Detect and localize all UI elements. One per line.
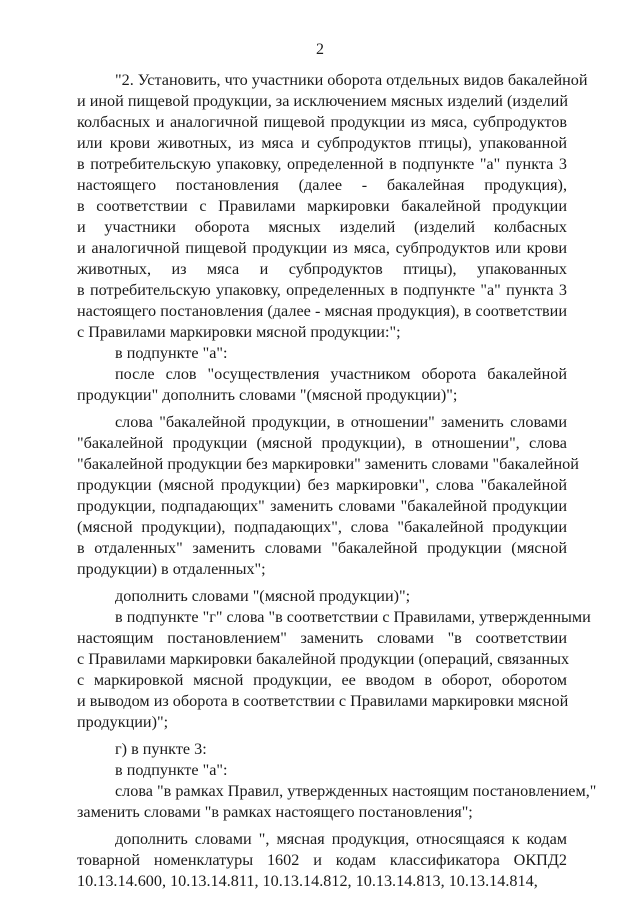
text-line: с Правилами маркировки мясной продукции:"; xyxy=(77,323,401,341)
text-line: "бакалейной продукции без маркировки" заменить словами "бакалейной xyxy=(77,455,579,473)
document-body xyxy=(77,70,597,892)
text-line: и иной пищевой продукции, за исключением мясных изделий (изделий xyxy=(77,92,568,110)
text-line: и аналогичной пищевой продукции из мяса, субпродуктов или крови xyxy=(77,239,567,257)
text-line: в подпункте "а": xyxy=(115,761,228,779)
text-line: продукции) в отдаленных"; xyxy=(77,560,266,578)
text-line: (мясной продукции), подпадающих", слова "бакалейной продукции xyxy=(77,518,567,536)
paragraph xyxy=(77,343,567,364)
paragraph xyxy=(77,70,588,343)
text-line: "2. Установить, что участники оборота отдельных видов бакалейной xyxy=(115,71,588,89)
text-line: товарной номенклатуры 1602 и кодам классификатора ОКПД2 xyxy=(77,851,567,869)
paragraph xyxy=(77,364,567,406)
text-line: г) в пункте 3: xyxy=(115,740,207,758)
text-line: настоящего постановления (далее - бакалейная продукция), xyxy=(77,176,567,194)
text-line: в соответствии с Правилами маркировки бакалейной продукции xyxy=(77,197,567,215)
text-line: после слов "осуществления участником оборота бакалейной xyxy=(115,365,567,383)
text-line: "бакалейной продукции (мясной продукции), в отношении", слова xyxy=(77,434,567,452)
text-line: колбасных и аналогичной пищевой продукции из мяса, субпродуктов xyxy=(77,113,567,131)
text-line: дополнить словами "(мясной продукции)"; xyxy=(115,587,411,605)
paragraph xyxy=(77,781,597,823)
text-line: продукции" дополнить словами "(мясной продукции)"; xyxy=(77,386,458,404)
text-line: слова "бакалейной продукции, в отношении" заменить словами xyxy=(115,413,567,431)
text-line: в потребительскую упаковку, определенных в подпункте "а" пункта 3 xyxy=(77,281,567,299)
page-number: 2 xyxy=(316,41,324,58)
text-line: продукции, подпадающих" заменить словами "бакалейной продукции xyxy=(77,497,567,515)
text-line: продукции)"; xyxy=(77,713,169,731)
text-line: слова "в рамках Правил, утвержденных настоящим постановлением," xyxy=(115,782,597,800)
paragraph xyxy=(77,829,567,892)
text-line: и выводом из оборота в соответствии с Правилами маркировки мясной xyxy=(77,692,569,710)
text-line: с маркировкой мясной продукции, ее вводом в оборот, оборотом xyxy=(77,671,567,689)
text-line: продукции (мясной продукции) без маркировки", слова "бакалейной xyxy=(77,476,567,494)
paragraph xyxy=(77,739,567,760)
text-line: 10.13.14.600, 10.13.14.811, 10.13.14.812, 10.13.14.813, 10.13.14.814, xyxy=(77,872,538,890)
text-line: заменить словами "в рамках настоящего постановления"; xyxy=(77,803,473,821)
paragraph xyxy=(77,607,591,733)
text-line: в отдаленных" заменить словами "бакалейной продукции (мясной xyxy=(77,539,567,557)
text-line: животных, из мяса и субпродуктов птицы), упакованных xyxy=(77,260,567,278)
text-line: дополнить словами ", мясная продукция, относящаяся к кодам xyxy=(115,830,567,848)
text-line: в подпункте "г" слова "в соответствии с Правилами, утвержденными xyxy=(115,608,591,626)
text-line: в подпункте "а": xyxy=(115,344,228,362)
text-line: и участники оборота мясных изделий (изделий колбасных xyxy=(77,218,567,236)
text-line: с Правилами маркировки бакалейной продукции (операций, связанных xyxy=(77,650,570,668)
paragraph xyxy=(77,412,579,580)
text-line: в потребительскую упаковку, определенной в подпункте "а" пункта 3 xyxy=(77,155,567,173)
text-line: настоящего постановления (далее - мясная продукция), в соответствии xyxy=(77,302,567,320)
text-line: или крови животных, из мяса и субпродуктов птицы), упакованной xyxy=(77,134,567,152)
paragraph xyxy=(77,760,567,781)
paragraph xyxy=(77,586,567,607)
text-line: настоящим постановлением" заменить словами "в соответствии xyxy=(77,629,567,647)
